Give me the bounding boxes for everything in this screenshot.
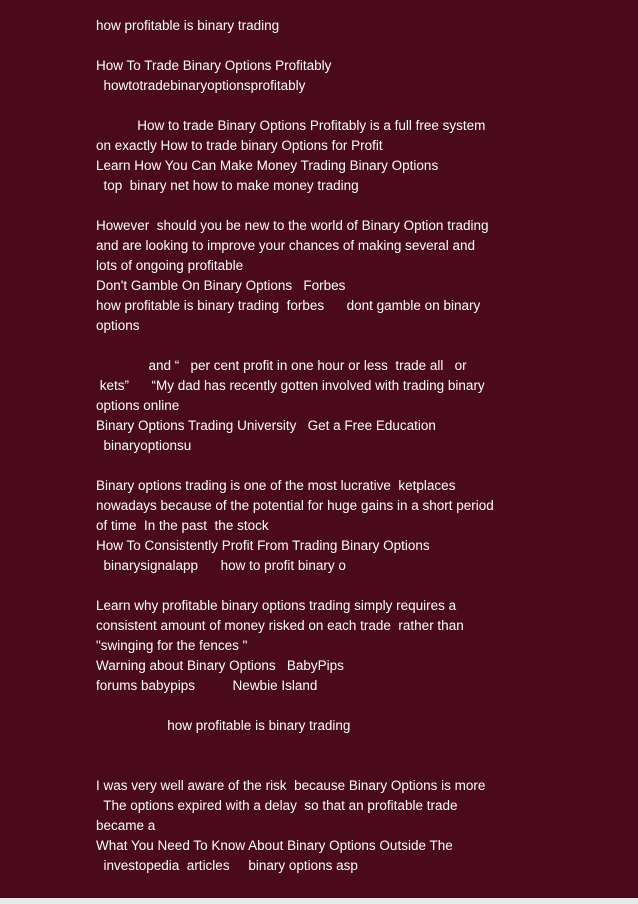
text-line: how profitable is binary trading bbox=[96, 718, 351, 733]
text-line: consistent amount of money risked on each trade rather than bbox=[96, 618, 464, 633]
text-line: How to trade Binary Options Profitably is a full free system bbox=[96, 118, 486, 133]
blank-line bbox=[96, 576, 536, 596]
blank-line bbox=[96, 736, 536, 756]
link-url: top binary net how to make money trading bbox=[96, 178, 359, 193]
blank-line bbox=[96, 456, 536, 476]
text-line: kets” “My dad has recently gotten involved with trading binary bbox=[96, 378, 485, 393]
link-title: Don't Gamble On Binary Options Forbes bbox=[96, 278, 346, 293]
page-bottom-edge bbox=[0, 898, 638, 904]
text-line: I was very well aware of the risk because Binary Options is more bbox=[96, 778, 486, 793]
link-url: options bbox=[96, 318, 140, 333]
text-line: of time In the past the stock bbox=[96, 518, 269, 533]
text-line: how profitable is binary trading bbox=[96, 18, 280, 33]
text-line: became a bbox=[96, 818, 156, 833]
link-title: How To Consistently Profit From Trading Binary Options bbox=[96, 538, 430, 553]
blank-line bbox=[96, 336, 536, 356]
blank-line bbox=[96, 96, 536, 116]
blank-line bbox=[96, 696, 536, 716]
text-line: lots of ongoing profitable bbox=[96, 258, 244, 273]
blank-line bbox=[96, 36, 536, 56]
link-title: How To Trade Binary Options Profitably bbox=[96, 58, 332, 73]
link-title: Learn How You Can Make Money Trading Binary Options bbox=[96, 158, 439, 173]
text-line: Binary options trading is one of the most lucrative ketplaces bbox=[96, 478, 456, 493]
link-title: Binary Options Trading University Get a Free Education bbox=[96, 418, 436, 433]
link-url: investopedia articles binary options asp bbox=[96, 858, 358, 873]
text-line: nowadays because of the potential for huge gains in a short period bbox=[96, 498, 494, 513]
text-line: and “ per cent profit in one hour or less trade all or bbox=[96, 358, 467, 373]
link-url: forums babypips Newbie Island bbox=[96, 678, 318, 693]
text-line: The options expired with a delay so that an profitable trade bbox=[96, 798, 458, 813]
text-line: on exactly How to trade binary Options for Profit bbox=[96, 138, 383, 153]
link-title: Warning about Binary Options BabyPips bbox=[96, 658, 344, 673]
link-url: binarysignalapp how to profit binary o bbox=[96, 558, 346, 573]
text-line: and are looking to improve your chances of making several and bbox=[96, 238, 475, 253]
document-text bbox=[96, 16, 536, 876]
text-line: However should you be new to the world of Binary Option trading bbox=[96, 218, 489, 233]
link-url: binaryoptionsu bbox=[96, 438, 192, 453]
text-line: options online bbox=[96, 398, 180, 413]
link-url: how profitable is binary trading forbes dont gamble on binary bbox=[96, 298, 481, 313]
blank-line bbox=[96, 196, 536, 216]
text-line: Learn why profitable binary options trading simply requires a bbox=[96, 598, 457, 613]
link-title: What You Need To Know About Binary Options Outside The bbox=[96, 838, 453, 853]
blank-line bbox=[96, 756, 536, 776]
text-line: "swinging for the fences " bbox=[96, 638, 248, 653]
link-url: howtotradebinaryoptionsprofitably bbox=[96, 78, 306, 93]
